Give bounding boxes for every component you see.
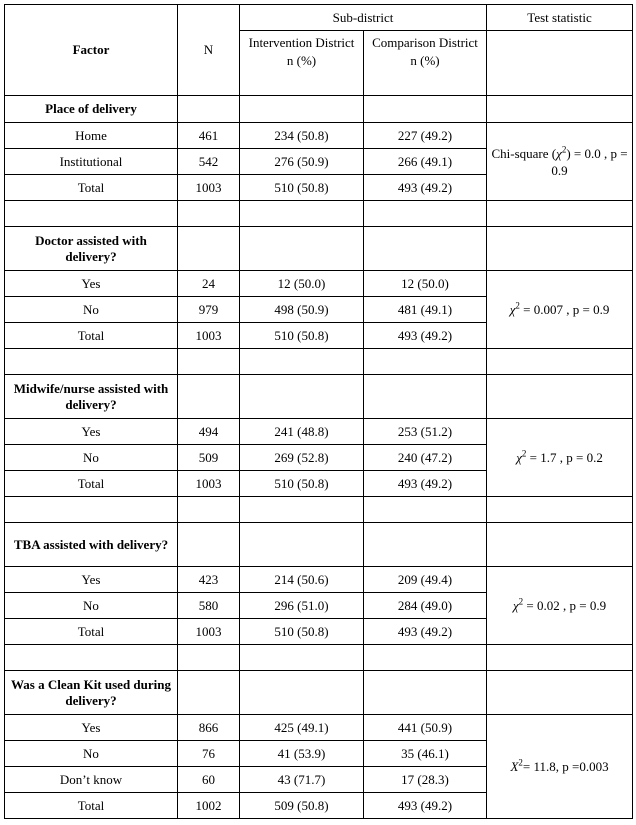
- stat-suffix: ) = 0.0 , p = 0.9: [551, 145, 628, 178]
- chi-symbol: χ: [512, 598, 519, 613]
- intervention-header: Intervention District n (%): [240, 31, 364, 96]
- cell-label: Yes: [5, 419, 178, 445]
- cell-n: 580: [178, 593, 240, 619]
- empty-cell: [487, 96, 633, 123]
- empty-cell: [487, 349, 633, 375]
- cell-intervention: 269 (52.8): [240, 445, 364, 471]
- empty-cell: [178, 227, 240, 271]
- cell-label: Don’t know: [5, 767, 178, 793]
- factor-header: Factor: [5, 5, 178, 96]
- empty-cell: [487, 645, 633, 671]
- stat-superscript: 2: [521, 448, 527, 459]
- empty-cell: [487, 375, 633, 419]
- stat-superscript: 2: [561, 144, 567, 155]
- cell-comparison: 441 (50.9): [364, 715, 487, 741]
- cell-n: 461: [178, 123, 240, 149]
- cell-label: No: [5, 741, 178, 767]
- test-statistic-cell: [487, 567, 633, 645]
- cell-label: Total: [5, 793, 178, 819]
- empty-cell: [240, 227, 364, 271]
- section-title-row: [5, 227, 633, 271]
- empty-cell: [5, 349, 178, 375]
- test-statistic-cell: [487, 419, 633, 497]
- table-row: [5, 715, 633, 741]
- empty-cell: [240, 201, 364, 227]
- cell-label: No: [5, 445, 178, 471]
- cell-label: Total: [5, 619, 178, 645]
- cell-n: 542: [178, 149, 240, 175]
- stat-suffix: = 11.8, p =0.003: [522, 759, 609, 774]
- empty-cell: [364, 96, 487, 123]
- cell-intervention: 43 (71.7): [240, 767, 364, 793]
- cell-comparison: 493 (49.2): [364, 175, 487, 201]
- section-title-row: [5, 671, 633, 715]
- cell-comparison: 284 (49.0): [364, 593, 487, 619]
- empty-cell: [5, 201, 178, 227]
- cell-comparison: 493 (49.2): [364, 323, 487, 349]
- empty-cell: [487, 671, 633, 715]
- cell-label: Home: [5, 123, 178, 149]
- chi-symbol: χ: [516, 450, 522, 465]
- results-table: [4, 4, 633, 819]
- empty-cell: [178, 523, 240, 567]
- cell-n: 1002: [178, 793, 240, 819]
- stat-prefix: Chi-square (: [491, 145, 557, 161]
- cell-label: Yes: [5, 271, 178, 297]
- cell-n: 979: [178, 297, 240, 323]
- empty-cell: [178, 645, 240, 671]
- cell-label: Yes: [5, 567, 178, 593]
- section-title-row: [5, 96, 633, 123]
- table-body: [5, 96, 633, 819]
- section-title-row: [5, 375, 633, 419]
- cell-n: 866: [178, 715, 240, 741]
- cell-comparison: 209 (49.4): [364, 567, 487, 593]
- empty-cell: [178, 96, 240, 123]
- cell-comparison: 493 (49.2): [364, 793, 487, 819]
- empty-cell: [364, 523, 487, 567]
- empty-cell: [5, 497, 178, 523]
- cell-n: 1003: [178, 175, 240, 201]
- empty-cell: [178, 671, 240, 715]
- cell-intervention: 234 (50.8): [240, 123, 364, 149]
- empty-cell: [240, 671, 364, 715]
- empty-cell: [240, 523, 364, 567]
- spacer-row: [5, 645, 633, 671]
- cell-intervention: 12 (50.0): [240, 271, 364, 297]
- empty-cell: [364, 671, 487, 715]
- cell-comparison: 266 (49.1): [364, 149, 487, 175]
- cell-n: 76: [178, 741, 240, 767]
- chi-symbol: χ: [509, 302, 516, 317]
- section-title: Doctor assisted with delivery?: [5, 227, 178, 271]
- spacer-row: [5, 349, 633, 375]
- cell-n: 423: [178, 567, 240, 593]
- empty-cell: [5, 645, 178, 671]
- empty-cell: [178, 375, 240, 419]
- table-row: [5, 271, 633, 297]
- cell-label: Yes: [5, 715, 178, 741]
- empty-cell: [240, 349, 364, 375]
- cell-label: Total: [5, 323, 178, 349]
- empty-cell: [364, 375, 487, 419]
- empty-cell: [487, 523, 633, 567]
- cell-comparison: 227 (49.2): [364, 123, 487, 149]
- cell-label: Total: [5, 471, 178, 497]
- cell-label: Total: [5, 175, 178, 201]
- empty-cell: [240, 375, 364, 419]
- cell-n: 1003: [178, 471, 240, 497]
- cell-label: No: [5, 297, 178, 323]
- cell-n: 1003: [178, 619, 240, 645]
- cell-intervention: 241 (48.8): [240, 419, 364, 445]
- cell-comparison: 240 (47.2): [364, 445, 487, 471]
- cell-intervention: 509 (50.8): [240, 793, 364, 819]
- cell-n: 509: [178, 445, 240, 471]
- cell-comparison: 35 (46.1): [364, 741, 487, 767]
- cell-n: 24: [178, 271, 240, 297]
- cell-n: 1003: [178, 323, 240, 349]
- empty-cell: [178, 349, 240, 375]
- stat-superscript: 2: [518, 596, 524, 607]
- chi-symbol: Χ: [510, 759, 519, 774]
- spacer-row: [5, 497, 633, 523]
- stat-suffix: = 1.7 , p = 0.2: [526, 450, 603, 465]
- empty-cell: [364, 497, 487, 523]
- empty-cell: [487, 497, 633, 523]
- table-row: [5, 567, 633, 593]
- empty-cell: [364, 201, 487, 227]
- cell-comparison: 12 (50.0): [364, 271, 487, 297]
- empty-cell: [487, 227, 633, 271]
- empty-cell: [364, 349, 487, 375]
- empty-cell: [240, 645, 364, 671]
- cell-intervention: 296 (51.0): [240, 593, 364, 619]
- n-header: N: [178, 5, 240, 96]
- cell-label: Institutional: [5, 149, 178, 175]
- cell-n: 60: [178, 767, 240, 793]
- empty-cell: [178, 201, 240, 227]
- stat-superscript: 2: [518, 757, 523, 768]
- section-title: TBA assisted with delivery?: [5, 523, 178, 567]
- cell-intervention: 498 (50.9): [240, 297, 364, 323]
- stat-superscript: 2: [515, 300, 520, 311]
- test-statistic-header: Test statistic: [487, 5, 633, 31]
- empty-cell: [487, 201, 633, 227]
- table-row: [5, 419, 633, 445]
- stat-suffix: = 0.007 , p = 0.9: [519, 302, 610, 317]
- empty-cell: [364, 227, 487, 271]
- cell-comparison: 253 (51.2): [364, 419, 487, 445]
- empty-cell: [178, 497, 240, 523]
- cell-intervention: 214 (50.6): [240, 567, 364, 593]
- cell-intervention: 510 (50.8): [240, 323, 364, 349]
- test-statistic-cell: [487, 715, 633, 819]
- empty-cell: [364, 645, 487, 671]
- cell-label: No: [5, 593, 178, 619]
- cell-n: 494: [178, 419, 240, 445]
- cell-comparison: 481 (49.1): [364, 297, 487, 323]
- cell-intervention: 41 (53.9): [240, 741, 364, 767]
- section-title: Was a Clean Kit used during delivery?: [5, 671, 178, 715]
- empty-cell: [240, 497, 364, 523]
- section-title-row: [5, 523, 633, 567]
- test-statistic-subheader: [487, 31, 633, 96]
- cell-intervention: 276 (50.9): [240, 149, 364, 175]
- test-statistic-cell: [487, 123, 633, 201]
- cell-intervention: 510 (50.8): [240, 619, 364, 645]
- test-statistic-cell: [487, 271, 633, 349]
- cell-intervention: 510 (50.8): [240, 175, 364, 201]
- table-row: [5, 123, 633, 149]
- comparison-header: Comparison District n (%): [364, 31, 487, 96]
- stat-suffix: = 0.02 , p = 0.9: [523, 598, 607, 613]
- section-title: Midwife/nurse assisted with delivery?: [5, 375, 178, 419]
- cell-comparison: 17 (28.3): [364, 767, 487, 793]
- cell-comparison: 493 (49.2): [364, 619, 487, 645]
- spacer-row: [5, 201, 633, 227]
- cell-intervention: 510 (50.8): [240, 471, 364, 497]
- cell-comparison: 493 (49.2): [364, 471, 487, 497]
- cell-intervention: 425 (49.1): [240, 715, 364, 741]
- subdistrict-header: Sub-district: [240, 5, 487, 31]
- chi-symbol: χ: [556, 145, 562, 161]
- empty-cell: [240, 96, 364, 123]
- section-title: Place of delivery: [5, 96, 178, 123]
